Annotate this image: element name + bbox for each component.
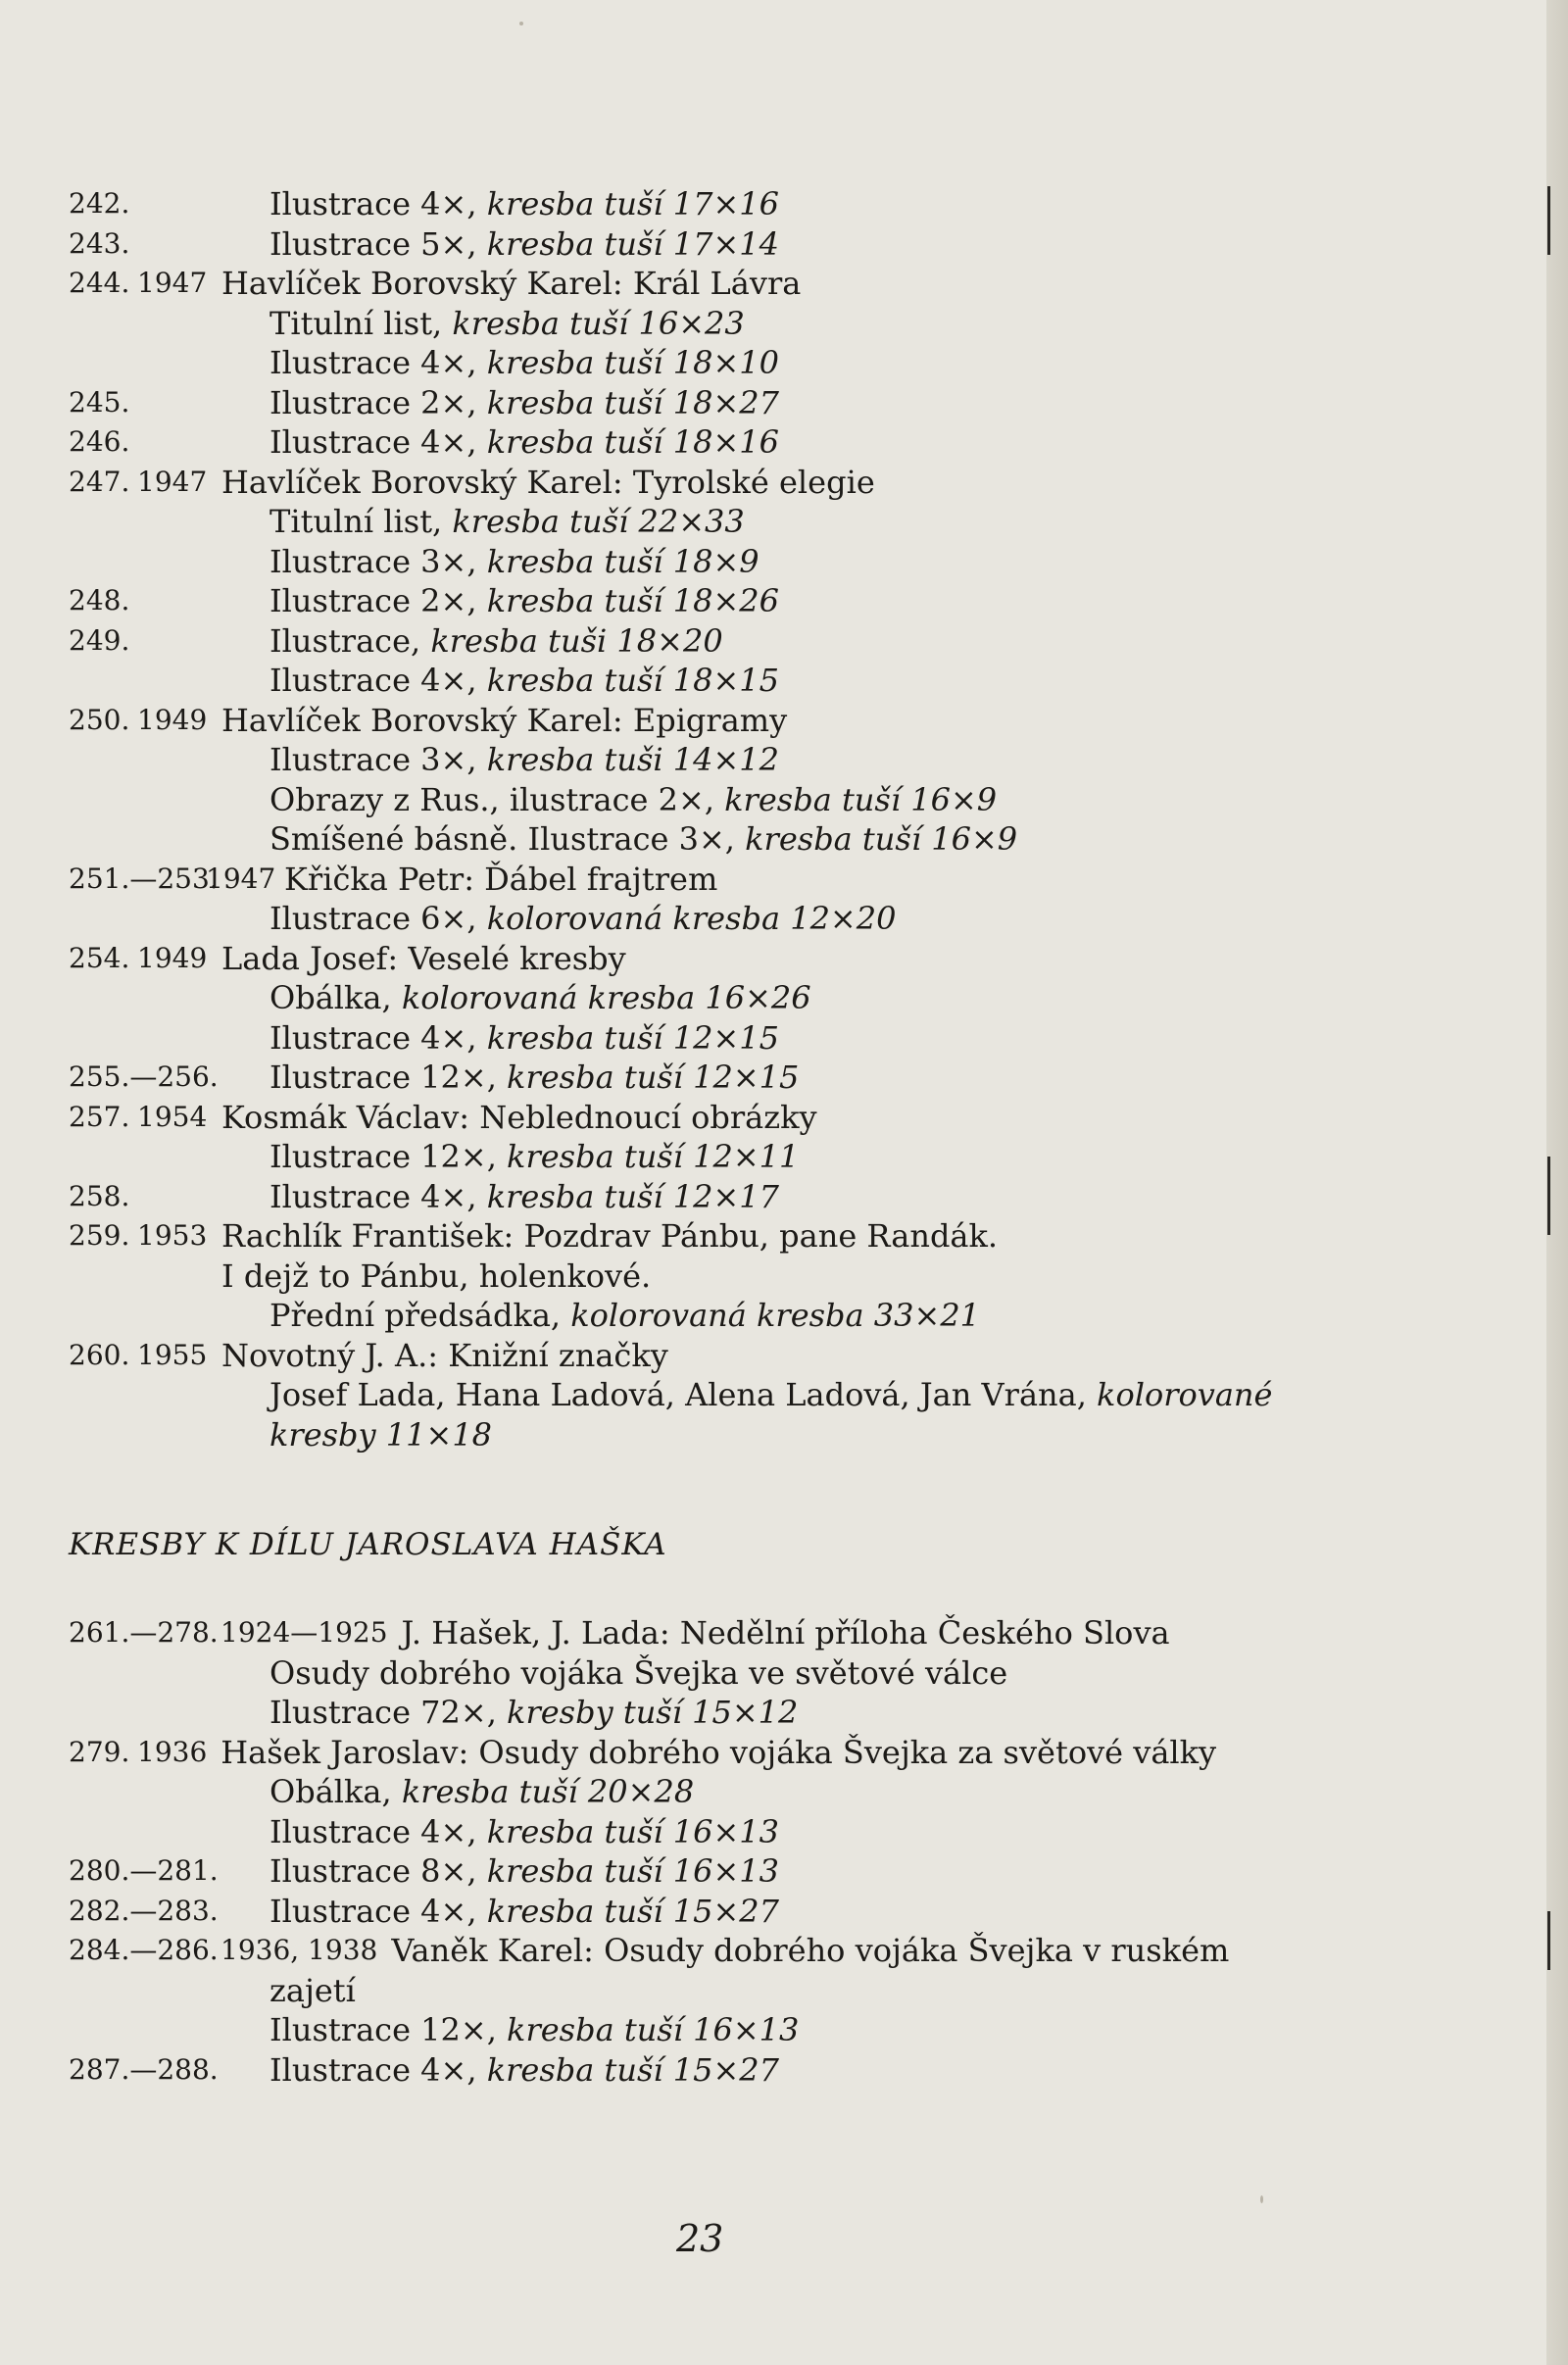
entry-text: [270, 1177, 779, 1217]
entry-description: Ilustrace 5×,: [270, 224, 487, 263]
entry-number: 243.: [69, 226, 130, 260]
entry-line: [69, 343, 1362, 383]
entry-description: Kosmák Václav: Neblednoucí obrázky: [221, 1098, 817, 1136]
catalogue-entry: [69, 860, 1362, 939]
entry-line: [69, 939, 1362, 979]
entry-line: [69, 1375, 1362, 1415]
entry-technique: kresba tuší 16×13: [486, 1852, 780, 1890]
entry-text: [270, 780, 997, 820]
entry-line: [69, 1256, 1362, 1297]
entry-description: Ilustrace 4×,: [270, 1892, 487, 1930]
entry-description: Havlíček Borovský Karel: Tyrolské elegie: [221, 463, 875, 501]
entry-year: 1947: [137, 465, 208, 498]
entry-technique: kresba tuší 18×16: [486, 423, 780, 461]
entry-technique: kresba tuši 14×12: [486, 741, 780, 778]
entry-text: [221, 463, 875, 503]
entry-description: Ilustrace 6×,: [270, 900, 487, 937]
entry-text: [270, 1772, 694, 1812]
entry-description: Ilustrace 72×,: [270, 1694, 508, 1731]
entry-technique: kresba tuší 12×15: [486, 1018, 780, 1057]
entry-description: Ilustrace 4×,: [270, 1018, 487, 1057]
entry-line: [69, 1733, 1372, 1773]
entry-number: [69, 1018, 137, 1059]
entry-year: [137, 780, 270, 820]
entry-number: 246.: [69, 425, 130, 458]
entry-year: [137, 502, 270, 542]
entry-description: Titulní list,: [270, 503, 453, 540]
catalogue-entry: [69, 383, 1362, 423]
entry-number: 247.: [69, 465, 130, 498]
entry-text: [270, 542, 760, 582]
entry-description: Hašek Jaroslav: Osudy dobrého vojáka Švejka za světové války: [220, 1733, 1217, 1771]
entry-number: 284.—286.: [69, 1934, 219, 1966]
entry-line: [69, 1892, 1372, 1932]
entry-description: Ilustrace 4×,: [270, 1177, 487, 1215]
entry-text: [270, 304, 745, 344]
entry-description: Ilustrace 8×,: [270, 1852, 487, 1890]
entry-line: [69, 1216, 1362, 1256]
entry-technique: kresba tuší 12×11: [507, 1138, 800, 1175]
entry-description: Osudy dobrého vojáka Švejka ve světové válce: [270, 1653, 1008, 1692]
entry-number: 257.: [69, 1100, 130, 1133]
entry-year: [137, 1018, 270, 1059]
entry-technique: kresba tuší 18×27: [486, 383, 780, 421]
entry-number: 261.—278.: [69, 1616, 219, 1649]
entry-line: [69, 899, 1362, 939]
entry-number: [69, 899, 137, 939]
catalogue-list-hasek: [69, 1613, 1372, 2090]
entry-year: 1936: [137, 1735, 208, 1768]
entry-text: [220, 1733, 1216, 1773]
entry-line: [69, 819, 1362, 860]
entry-number: [69, 1772, 270, 1812]
catalogue-entry: [69, 1098, 1362, 1177]
entry-description: Přední předsádka,: [270, 1297, 571, 1334]
entry-line: [69, 224, 1362, 265]
entry-number: 282.—283.: [69, 1894, 219, 1927]
entry-number: [69, 1971, 270, 2011]
entry-text: [221, 1216, 998, 1256]
entry-text: [221, 701, 787, 741]
entry-text: [270, 502, 745, 542]
entry-description: Novotný J. A.: Knižní značky: [221, 1336, 668, 1374]
entry-text: [284, 860, 717, 900]
entry-line: [69, 1098, 1362, 1138]
edge-mark: [1547, 1911, 1550, 1970]
entry-line: [69, 740, 1362, 780]
entry-line: [69, 661, 1362, 701]
section-heading: KRESBY K DÍLU JAROSLAVA HAŠKA: [69, 1527, 667, 1562]
entry-year: 1955: [137, 1338, 208, 1371]
entry-line: [69, 701, 1362, 741]
catalogue-entry: [69, 2050, 1372, 2091]
entry-line: [69, 184, 1362, 224]
entry-year: [137, 978, 270, 1018]
entry-number: [69, 1256, 137, 1297]
entry-year: [137, 1256, 221, 1297]
entry-description: Obrazy z Rus., ilustrace 2×,: [270, 780, 725, 818]
entry-text: [270, 899, 896, 939]
entry-line: [69, 1296, 1362, 1336]
entry-year: 1949: [137, 941, 208, 974]
entry-technique: kresba tuší 16×23: [452, 304, 745, 342]
entry-text: [270, 581, 779, 621]
entry-line: [69, 502, 1362, 542]
entry-year: 1954: [137, 1100, 208, 1133]
entry-text: [270, 1812, 779, 1852]
entry-description: zajetí: [270, 1971, 356, 2009]
entry-number: [69, 1375, 137, 1415]
entry-number: 255.—256.: [69, 1060, 219, 1093]
catalogue-entry: [69, 1216, 1362, 1336]
entry-number: [69, 978, 137, 1018]
entry-description: Havlíček Borovský Karel: Král Lávra: [221, 265, 802, 302]
entry-text: [270, 1058, 799, 1098]
entry-text: [221, 264, 801, 304]
entry-year: [137, 1296, 270, 1336]
entry-description: Rachlík František: Pozdrav Pánbu, pane Randák.: [221, 1217, 999, 1255]
entry-number: 244.: [69, 267, 130, 299]
entry-year: [137, 383, 270, 423]
entry-description: Havlíček Borovský Karel: Epigramy: [221, 701, 788, 739]
entry-number: [69, 1415, 137, 1455]
entry-text: [270, 1653, 1007, 1694]
entry-year: [137, 819, 270, 860]
entry-technique: kresba tuší 12×15: [507, 1059, 800, 1096]
entry-text: [270, 1971, 356, 2011]
catalogue-entry: [69, 1892, 1372, 1932]
catalogue-entry: [69, 1931, 1372, 2050]
entry-text: [270, 621, 723, 662]
entry-line: [69, 1851, 1372, 1892]
entry-line: [69, 1653, 1372, 1694]
entry-year: [137, 224, 270, 265]
catalogue-entry: [69, 463, 1362, 582]
entry-text: [270, 819, 1017, 860]
entry-number: [69, 1137, 137, 1177]
entry-line: [69, 860, 1362, 900]
entry-technique: kolorované: [1097, 1376, 1273, 1413]
paper-speck: [519, 22, 523, 25]
entry-line: [69, 581, 1362, 621]
entry-description: Ilustrace 3×,: [270, 542, 487, 580]
entry-year: [137, 621, 270, 662]
entry-description: Ilustrace 4×,: [270, 423, 487, 461]
entry-description: Ilustrace 4×,: [270, 2050, 487, 2089]
entry-text: [270, 1892, 779, 1932]
catalogue-entry: [69, 581, 1362, 621]
entry-number: 254.: [69, 941, 130, 974]
page-number: 23: [676, 2217, 724, 2260]
entry-line: [69, 1177, 1362, 1217]
entry-text: [221, 1336, 668, 1376]
entry-line: [69, 1812, 1372, 1852]
entry-description: Obálka,: [270, 1773, 402, 1810]
entry-line: [69, 1971, 1372, 2011]
catalogue-entry: [69, 1613, 1372, 1733]
entry-line: [69, 422, 1362, 463]
catalogue-entry: [69, 264, 1362, 383]
entry-line: [69, 1931, 1372, 1971]
entry-technique: kresba tuší 17×16: [486, 185, 780, 222]
entry-text: [270, 1137, 799, 1177]
entry-technique: kresba tuší 18×26: [486, 582, 780, 619]
catalogue-entry: [69, 1851, 1372, 1892]
entry-technique: kresba tuší 12×17: [486, 1177, 780, 1215]
entry-description: J. Hašek, J. Lada: Nedělní příloha Českého Slova: [401, 1614, 1170, 1651]
entry-number: 242.: [69, 187, 130, 220]
entry-technique: kolorovaná kresba 12×20: [486, 900, 897, 937]
entry-description: Ilustrace 2×,: [270, 383, 487, 421]
entry-technique: kresba tuší 18×9: [486, 542, 760, 580]
edge-mark: [1547, 186, 1550, 255]
entry-text: [221, 939, 626, 979]
entry-line: [69, 1336, 1362, 1376]
entry-number: [69, 1653, 270, 1694]
entry-year: [137, 1177, 270, 1217]
entry-text: [270, 1296, 980, 1336]
entry-year: [137, 899, 270, 939]
entry-technique: kresba tuší 16×9: [724, 780, 998, 818]
entry-number: 260.: [69, 1338, 130, 1371]
entry-technique: kresba tuší 18×15: [486, 662, 780, 699]
entry-line: [69, 1058, 1362, 1098]
entry-technique: kresby 11×18: [270, 1415, 493, 1453]
entry-number: 249.: [69, 623, 130, 657]
entry-description: Ilustrace 3×,: [270, 741, 487, 778]
entry-text: [270, 1693, 798, 1733]
entry-technique: kresba tuší 16×13: [486, 1812, 780, 1850]
entry-year: 1924—1925: [220, 1616, 388, 1649]
entry-line: [69, 1693, 1372, 1733]
entry-line: [69, 1018, 1362, 1059]
entry-number: [69, 343, 137, 383]
entry-technique: kresba tuší 18×10: [486, 344, 780, 381]
entry-line: [69, 463, 1362, 503]
entry-technique: kolorovaná kresba 33×21: [570, 1297, 981, 1334]
entry-description: Ilustrace 12×,: [270, 1138, 508, 1175]
entry-number: 259.: [69, 1219, 130, 1252]
entry-line: [69, 978, 1362, 1018]
entry-year: [137, 581, 270, 621]
entry-number: [69, 304, 137, 344]
catalogue-entry: [69, 1058, 1362, 1098]
entry-text: [270, 383, 779, 423]
entry-description: Ilustrace 12×,: [270, 2011, 508, 2048]
entry-number: 287.—288.: [69, 2052, 219, 2086]
entry-description: Ilustrace 4×,: [270, 344, 487, 381]
entry-text: [221, 1098, 817, 1138]
entry-number: [69, 1693, 270, 1733]
entry-description: Vaněk Karel: Osudy dobrého vojáka Švejka v ruském: [391, 1932, 1230, 1969]
edge-mark: [1547, 1157, 1550, 1235]
entry-year: 1949: [137, 703, 208, 736]
entry-number: 251.—253.: [69, 862, 219, 895]
catalogue-entry: [69, 422, 1362, 463]
entry-text: [270, 1851, 779, 1892]
entry-number: 250.: [69, 703, 130, 736]
entry-line: [69, 383, 1362, 423]
entry-description: Ilustrace 12×,: [270, 1059, 508, 1096]
catalogue-entry: [69, 621, 1362, 701]
entry-line: [69, 1613, 1372, 1653]
entry-number: [69, 502, 137, 542]
entry-line: [69, 621, 1362, 662]
entry-description: Ilustrace,: [270, 621, 431, 660]
entry-year: [137, 343, 270, 383]
entry-year: [137, 542, 270, 582]
entry-line: [69, 264, 1362, 304]
entry-year: [137, 1375, 270, 1415]
entry-number: [69, 819, 137, 860]
entry-number: [69, 661, 137, 701]
entry-text: [221, 1256, 651, 1297]
entry-text: [270, 2010, 799, 2050]
entry-description: Josef Lada, Hana Ladová, Alena Ladová, Jan Vrána,: [270, 1376, 1098, 1413]
entry-year: 1936, 1938: [220, 1934, 378, 1966]
entry-number: 248.: [69, 584, 130, 616]
catalogue-entry: [69, 1177, 1362, 1217]
entry-line: [69, 2010, 1372, 2050]
entry-line: [69, 2050, 1372, 2091]
entry-text: [270, 1375, 1272, 1415]
entry-text: [270, 740, 779, 780]
entry-number: [69, 2010, 270, 2050]
catalogue-entry: [69, 939, 1362, 1059]
entry-number: [69, 1296, 137, 1336]
entry-line: [69, 1415, 1362, 1455]
entry-number: [69, 542, 137, 582]
entry-technique: kresba tuší 15×27: [486, 1892, 780, 1930]
entry-line: [69, 1772, 1372, 1812]
entry-number: [69, 740, 137, 780]
catalogue-list: [69, 184, 1362, 1454]
entry-text: [270, 184, 779, 224]
entry-year: [137, 422, 270, 463]
entry-text: [270, 343, 779, 383]
entry-number: 258.: [69, 1179, 130, 1212]
catalogue-entry: [69, 1336, 1362, 1455]
entry-description: Smíšené básně. Ilustrace 3×,: [270, 820, 746, 858]
entry-year: [137, 304, 270, 344]
catalogue-entry: [69, 224, 1362, 265]
entry-line: [69, 780, 1362, 820]
entry-technique: kresba tuší 22×33: [452, 503, 745, 540]
entry-text: [270, 224, 779, 265]
entry-line: [69, 1137, 1362, 1177]
entry-number: [69, 780, 137, 820]
paper-speck: [1260, 2195, 1263, 2203]
entry-description: I dejž to Pánbu, holenkové.: [221, 1256, 652, 1295]
entry-year: [137, 661, 270, 701]
entry-description: Titulní list,: [270, 304, 453, 342]
entry-year: 1953: [137, 1219, 208, 1252]
entry-number: 279.: [69, 1735, 130, 1768]
entry-technique: kresby tuší 15×12: [507, 1694, 799, 1731]
entry-technique: kresba tuší 16×9: [745, 820, 1018, 858]
entry-year: [137, 1137, 270, 1177]
entry-year: [137, 1415, 270, 1455]
entry-line: [69, 304, 1362, 344]
entry-technique: kresba tuší 20×28: [401, 1773, 695, 1810]
entry-year: [137, 740, 270, 780]
entry-text: [270, 1018, 779, 1059]
entry-line: [69, 542, 1362, 582]
entry-text: [270, 2050, 779, 2091]
entry-number: 245.: [69, 385, 130, 419]
entry-text: [270, 422, 779, 463]
entry-technique: kresba tuší 17×14: [486, 224, 780, 263]
entry-text: [270, 1415, 492, 1455]
entry-text: [270, 661, 779, 701]
catalogue-entry: [69, 184, 1362, 224]
entry-technique: kresba tuší 15×27: [486, 2050, 780, 2089]
entry-number: [69, 1812, 270, 1852]
catalogue-entry: [69, 701, 1362, 860]
entry-description: Ilustrace 4×,: [270, 185, 487, 222]
entry-year: [137, 184, 270, 224]
entry-year: 1947: [206, 862, 276, 895]
entry-technique: kresba tuši 18×20: [430, 621, 723, 660]
entry-text: [270, 978, 811, 1018]
entry-description: Ilustrace 2×,: [270, 582, 487, 619]
entry-year: 1947: [137, 267, 208, 299]
entry-description: Obálka,: [270, 979, 402, 1016]
entry-year: [206, 1058, 270, 1098]
catalogue-entry: [69, 1733, 1372, 1852]
entry-description: Ilustrace 4×,: [270, 1812, 487, 1850]
entry-text: [402, 1613, 1170, 1653]
entry-number: 280.—281.: [69, 1854, 219, 1887]
entry-technique: kresba tuší 16×13: [507, 2011, 800, 2048]
entry-technique: kolorovaná kresba 16×26: [401, 979, 811, 1016]
entry-description: Křička Petr: Ďábel frajtrem: [284, 860, 718, 898]
entry-text: [391, 1931, 1229, 1971]
entry-description: Ilustrace 4×,: [270, 662, 487, 699]
entry-description: Lada Josef: Veselé kresby: [221, 939, 626, 977]
